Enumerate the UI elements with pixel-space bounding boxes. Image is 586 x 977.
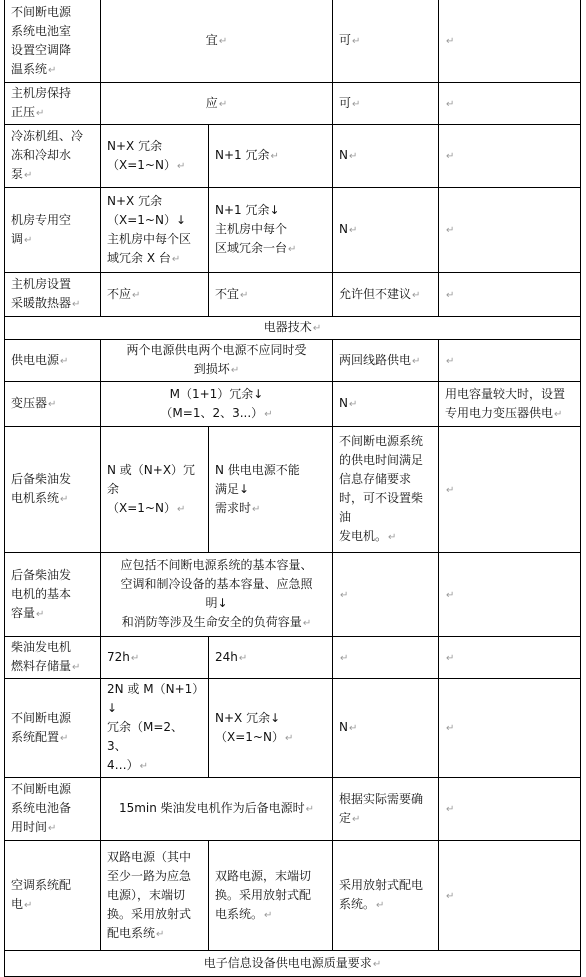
- paragraph-return-icon: ↵: [446, 151, 455, 162]
- table-cell: [333, 841, 439, 951]
- paragraph-return-icon: ↵: [412, 289, 421, 301]
- paragraph-return-icon: ↵: [176, 503, 186, 515]
- paragraph-return-icon: ↵: [218, 36, 228, 47]
- row-label-cell: [5, 83, 101, 125]
- table-cell: [439, 340, 581, 382]
- requirements-table: [4, 0, 581, 977]
- table-cell: [333, 273, 439, 317]
- table-cell: [439, 188, 581, 273]
- paragraph-return-icon: ↵: [446, 723, 455, 734]
- cell-text: 电子信息设备供电电源质量要求: [203, 955, 372, 970]
- cell-text: N+X 冗余 （X=1~N）: [107, 138, 176, 172]
- cell-text: 宜: [205, 33, 218, 47]
- table-cell: [439, 679, 581, 778]
- table-row: [5, 273, 581, 317]
- paragraph-return-icon: ↵: [60, 355, 69, 367]
- table-cell: [209, 188, 333, 273]
- cell-text: 可: [339, 95, 352, 110]
- table-cell: [333, 340, 439, 382]
- table-cell: [209, 637, 333, 679]
- paragraph-return-icon: ↵: [352, 98, 361, 110]
- paragraph-return-icon: ↵: [446, 36, 455, 47]
- table-cell: [209, 841, 333, 951]
- table-row: [5, 382, 581, 427]
- paragraph-return-icon: ↵: [412, 355, 421, 367]
- table-row: [5, 427, 581, 553]
- cell-text: 应: [205, 95, 218, 110]
- paragraph-return-icon: ↵: [139, 761, 149, 772]
- table-cell: [439, 841, 581, 951]
- table-row: [5, 125, 581, 188]
- paragraph-return-icon: ↵: [132, 289, 141, 301]
- table-cell: [439, 83, 581, 125]
- cell-text: 不间断电源 系统配置: [11, 710, 72, 744]
- cell-text: 不间断电源 系统电池室 设置空调降 温系统: [11, 4, 72, 76]
- cell-text: 后备柴油发 电机的基本 容量: [11, 567, 72, 620]
- paragraph-return-icon: ↵: [388, 532, 397, 543]
- cell-text: N: [339, 148, 348, 162]
- table-row: [5, 778, 581, 841]
- cell-text: 空调系统配 电: [11, 878, 72, 911]
- cell-text: 可: [339, 33, 352, 47]
- cell-text: N 供电电源不能 满足↓ 需求时: [215, 462, 300, 515]
- table-cell: [101, 273, 209, 317]
- paragraph-return-icon: ↵: [171, 253, 181, 265]
- table-row: [5, 340, 581, 382]
- paragraph-return-icon: ↵: [48, 64, 57, 76]
- cell-text: N+X 冗余↓ （X=1~N）: [215, 710, 284, 744]
- cell-text: 15min 柴油发电机作为后备电源时: [118, 801, 305, 815]
- cell-text: 24h: [215, 649, 238, 664]
- paragraph-return-icon: ↵: [218, 98, 228, 110]
- paragraph-return-icon: ↵: [72, 299, 81, 310]
- table-cell: [333, 778, 439, 841]
- table-row: [5, 188, 581, 273]
- cell-text: 用电容量较大时，设置 专用电力变压器供电: [445, 386, 566, 420]
- cell-text: N+X 冗余 （X=1~N）↓ 主机房中每个区 域冗余 X 台: [107, 193, 192, 265]
- paragraph-return-icon: ↵: [24, 234, 33, 246]
- table-cell: [439, 637, 581, 679]
- cell-text: 机房专用空 调: [11, 212, 72, 246]
- table-cell: [101, 778, 333, 841]
- paragraph-return-icon: ↵: [340, 652, 349, 664]
- paragraph-return-icon: ↵: [230, 365, 240, 376]
- paragraph-return-icon: ↵: [48, 823, 57, 834]
- paragraph-return-icon: ↵: [446, 289, 455, 301]
- cell-text: N: [339, 222, 348, 236]
- table-cell: [439, 0, 581, 83]
- paragraph-return-icon: ↵: [60, 494, 69, 505]
- table-cell: [439, 273, 581, 317]
- paragraph-return-icon: ↵: [554, 408, 563, 420]
- paragraph-return-icon: ↵: [348, 723, 358, 734]
- section-header-row: [5, 951, 581, 977]
- paragraph-return-icon: ↵: [352, 36, 361, 47]
- paragraph-return-icon: ↵: [446, 355, 455, 367]
- cell-text: N: [339, 720, 348, 734]
- paragraph-return-icon: ↵: [284, 732, 294, 744]
- paragraph-return-icon: ↵: [446, 225, 455, 236]
- paragraph-return-icon: ↵: [24, 900, 33, 911]
- paragraph-return-icon: ↵: [340, 589, 349, 601]
- table-cell: [333, 188, 439, 273]
- cell-text: 允许但不建议: [339, 286, 412, 301]
- row-label-cell: [5, 0, 101, 83]
- paragraph-return-icon: ↵: [176, 160, 186, 172]
- table-row: [5, 637, 581, 679]
- table-cell: [209, 273, 333, 317]
- cell-text: 双路电源，末端切 换。采用放射式配 电系统。: [215, 868, 312, 921]
- cell-text: 应包括不间断电源系统的基本容量、 空调和制冷设备的基本容量、应急照 明↓ 和消防等涉及生命安全的负荷容量: [120, 558, 313, 629]
- cell-text: 电器技术: [263, 320, 312, 334]
- table-cell: [333, 382, 439, 427]
- cell-text: 后备柴油发 电机系统: [11, 472, 72, 505]
- requirements-table-body: [5, 0, 581, 977]
- paragraph-return-icon: ↵: [288, 244, 297, 255]
- paragraph-return-icon: ↵: [352, 813, 361, 825]
- table-cell: [333, 637, 439, 679]
- row-label-cell: [5, 382, 101, 427]
- paragraph-return-icon: ↵: [446, 98, 455, 110]
- paragraph-return-icon: ↵: [446, 804, 455, 815]
- cell-text: 不间断电源 系统电池备 用时间: [11, 782, 72, 834]
- paragraph-return-icon: ↵: [36, 608, 45, 620]
- paragraph-return-icon: ↵: [36, 108, 45, 119]
- cell-text: 供电电源: [11, 352, 60, 367]
- cell-text: 2N 或 M（N+1）↓ 冗余（M=2、3、 4…）: [107, 682, 199, 772]
- table-cell: [439, 553, 581, 637]
- paragraph-return-icon: ↵: [72, 662, 81, 673]
- table-cell: [101, 188, 209, 273]
- cell-text: 不宜: [215, 286, 240, 301]
- table-cell: [333, 83, 439, 125]
- table-cell: [101, 382, 333, 427]
- cell-text: N 或（N+X）冗余 （X=1~N）: [107, 462, 196, 515]
- cell-text: 主机房保持 正压: [11, 86, 72, 119]
- cell-text: 主机房设置 采暖散热器: [11, 277, 72, 310]
- table-cell: [101, 637, 209, 679]
- paragraph-return-icon: ↵: [348, 225, 358, 236]
- paragraph-return-icon: ↵: [24, 170, 33, 181]
- table-cell: [101, 340, 333, 382]
- paragraph-return-icon: ↵: [446, 652, 455, 664]
- table-cell: [101, 679, 209, 778]
- paragraph-return-icon: ↵: [130, 652, 140, 664]
- cell-text: 冷冻机组、冷 冻和冷却水 泵: [11, 129, 84, 181]
- cell-text: 两个电源供电两个电源不应同时受 到损坏: [126, 343, 307, 376]
- table-cell: [101, 0, 333, 83]
- paragraph-return-icon: ↵: [60, 732, 69, 744]
- paragraph-return-icon: ↵: [348, 151, 358, 162]
- table-cell: [101, 83, 333, 125]
- cell-text: 双路电源（其中 至少一路为应急 电源），末端切 换。采用放射式 配电系统: [107, 849, 192, 940]
- paragraph-return-icon: ↵: [305, 804, 315, 815]
- paragraph-return-icon: ↵: [312, 323, 322, 334]
- cell-text: 柴油发电机 燃料存储量: [11, 640, 72, 673]
- row-label-cell: [5, 679, 101, 778]
- section-header-row: [5, 317, 581, 340]
- cell-text: N+1 冗余: [215, 148, 270, 162]
- row-label-cell: [5, 427, 101, 553]
- row-label-cell: [5, 273, 101, 317]
- cell-text: 根据实际需要确 定: [339, 791, 424, 825]
- cell-text: N: [339, 396, 348, 410]
- table-cell: [439, 382, 581, 427]
- table-cell: [333, 679, 439, 778]
- table-row: [5, 0, 581, 83]
- table-row: [5, 841, 581, 951]
- paragraph-return-icon: ↵: [240, 289, 249, 301]
- paragraph-return-icon: ↵: [446, 890, 455, 902]
- row-label-cell: [5, 340, 101, 382]
- row-label-cell: [5, 553, 101, 637]
- table-cell: [101, 125, 209, 188]
- section-title-cell: [5, 317, 581, 340]
- table-cell: [209, 679, 333, 778]
- paragraph-return-icon: ↵: [48, 399, 57, 410]
- row-label-cell: [5, 778, 101, 841]
- table-cell: [439, 778, 581, 841]
- section-title-cell: [5, 951, 581, 977]
- table-cell: [209, 125, 333, 188]
- paragraph-return-icon: ↵: [348, 399, 358, 410]
- table-cell: [439, 125, 581, 188]
- paragraph-return-icon: ↵: [264, 909, 273, 921]
- row-label-cell: [5, 125, 101, 188]
- table-cell: [333, 0, 439, 83]
- table-cell: [101, 841, 209, 951]
- paragraph-return-icon: ↵: [372, 958, 382, 970]
- cell-text: 采用放射式配电 系统。: [339, 878, 424, 911]
- cell-text: 两回线路供电: [339, 352, 412, 367]
- table-row: [5, 553, 581, 637]
- paragraph-return-icon: ↵: [446, 484, 455, 496]
- row-label-cell: [5, 188, 101, 273]
- table-cell: [333, 553, 439, 637]
- table-cell: [101, 427, 209, 553]
- paragraph-return-icon: ↵: [376, 900, 385, 911]
- cell-text: 不间断电源系统 的供电时间满足 信息存储要求 时，可不设置柴 油 发电机。: [339, 434, 424, 543]
- table-cell: [333, 125, 439, 188]
- table-cell: [333, 427, 439, 553]
- paragraph-return-icon: ↵: [446, 589, 455, 601]
- paragraph-return-icon: ↵: [302, 618, 312, 629]
- table-cell: [101, 553, 333, 637]
- paragraph-return-icon: ↵: [238, 652, 248, 664]
- paragraph-return-icon: ↵: [270, 151, 279, 162]
- row-label-cell: [5, 637, 101, 679]
- table-cell: [439, 427, 581, 553]
- cell-text: 不应: [107, 286, 132, 301]
- table-cell: [209, 427, 333, 553]
- table-row: [5, 83, 581, 125]
- table-row: [5, 679, 581, 778]
- paragraph-return-icon: ↵: [252, 503, 261, 515]
- cell-text: 变压器: [11, 396, 48, 410]
- paragraph-return-icon: ↵: [156, 928, 165, 940]
- cell-text: N+1 冗余↓ 主机房中每个 区域冗余一台: [215, 203, 288, 255]
- row-label-cell: [5, 841, 101, 951]
- paragraph-return-icon: ↵: [264, 408, 273, 420]
- cell-text: M（1+1）冗余↓ （M=1、2、3...）: [160, 386, 264, 420]
- cell-text: 72h: [107, 649, 130, 664]
